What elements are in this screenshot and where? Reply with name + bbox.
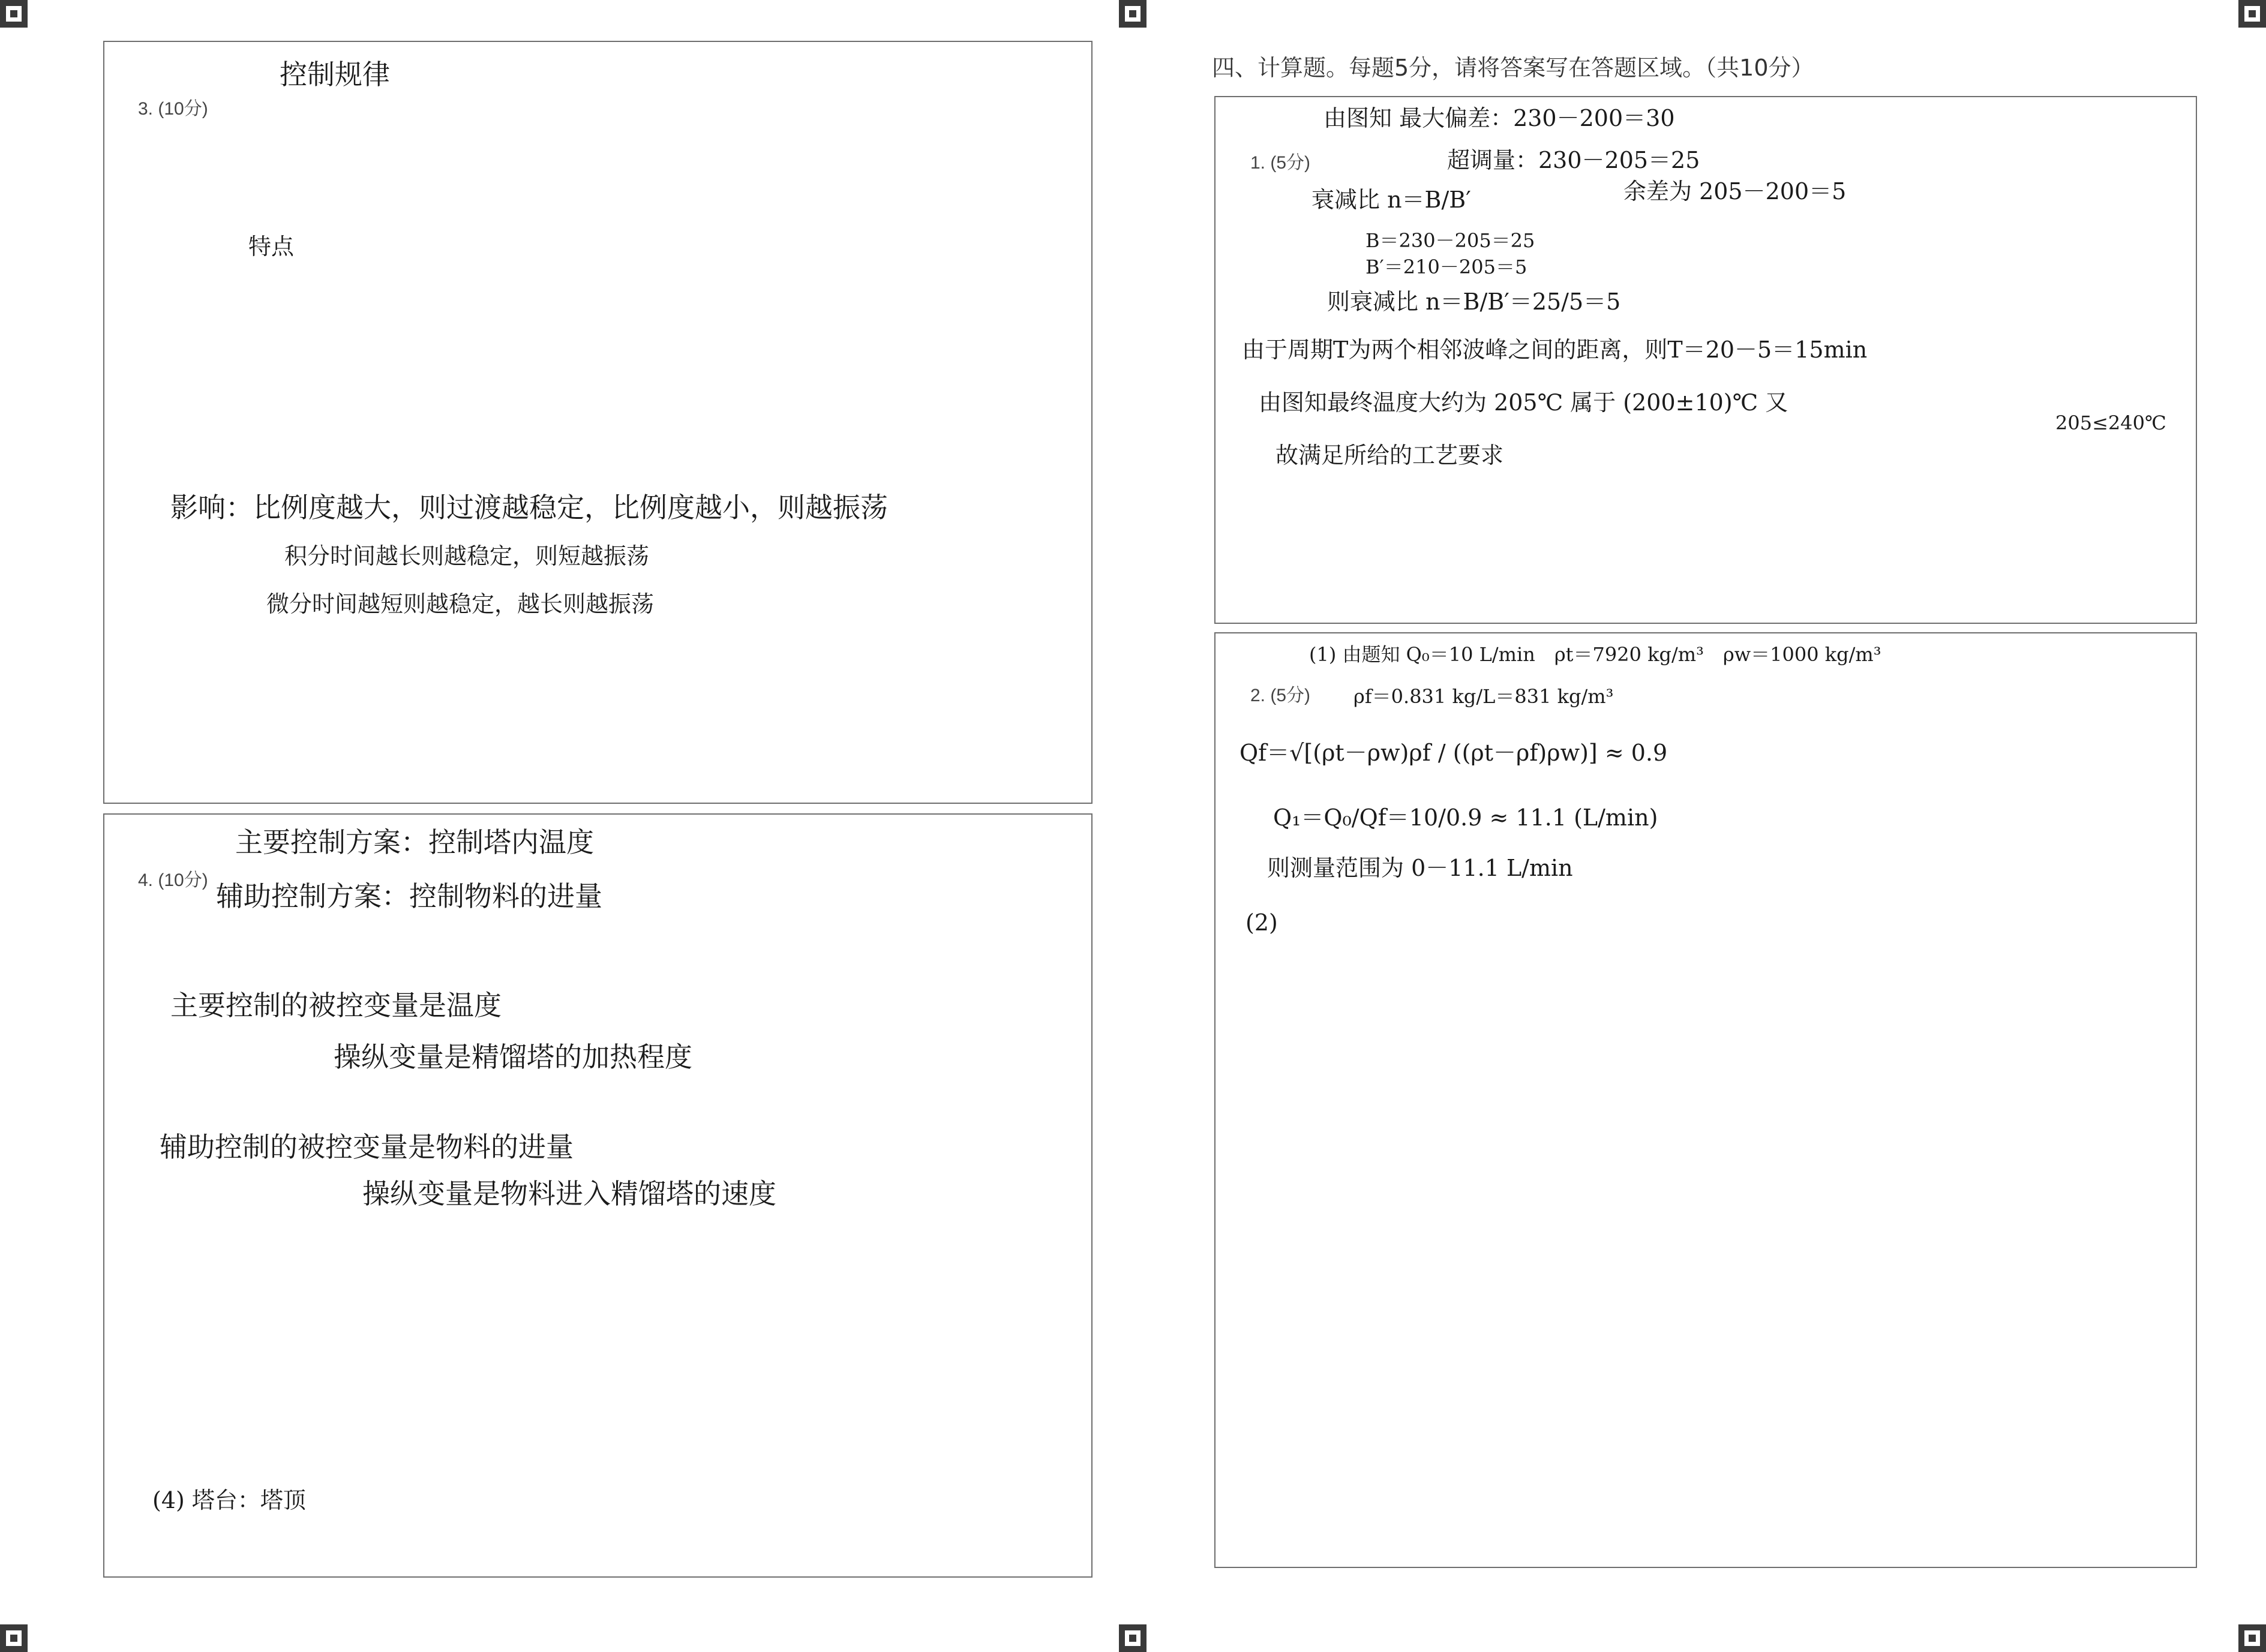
handwritten-aux-scheme: 辅助控制方案：控制物料的进量 (216, 880, 602, 912)
handwritten-temperature-limit: 205≤240℃ (2055, 412, 2166, 434)
handwritten-conclusion: 故满足所给的工艺要求 (1275, 442, 1504, 468)
handwritten-influence-derivative: 微分时间越短则越稳定，越长则越振荡 (266, 591, 655, 617)
fiducial-marker-bottom-left (0, 1624, 28, 1652)
handwritten-correction-factor: Qf＝√[(ρt－ρw)ρf / ((ρt－ρf)ρw)] ≈ 0.9 (1239, 740, 1668, 766)
fiducial-marker-top-right (2238, 0, 2266, 28)
handwritten-b-value: B＝230－205＝25 (1365, 229, 1535, 252)
handwritten-influence-proportional: 影响：比例度越大，则过渡越稳定，比例度越小，则越振荡 (170, 491, 888, 524)
fiducial-marker-top-left (0, 0, 28, 28)
answer-box-q3 (103, 41, 1093, 804)
handwritten-final-temperature: 由图知最终温度大约为 205℃ 属于 (200±10)℃ 又 (1259, 389, 1788, 416)
handwritten-decay-ratio-result: 则衰减比 n＝B/B′＝25/5＝5 (1327, 289, 1621, 315)
handwritten-b-prime-value: B′＝210－205＝5 (1365, 256, 1527, 278)
handwritten-influence-integral: 积分时间越长则越稳定，则短越振荡 (284, 543, 650, 569)
handwritten-main-scheme: 主要控制方案：控制塔内温度 (235, 826, 594, 858)
section-title: 四、计算题。每题5分，请将答案写在答题区域。（共10分） (1212, 55, 1814, 81)
handwritten-features-heading: 特点 (248, 233, 295, 260)
handwritten-residual-error: 余差为 205－200＝5 (1623, 178, 1847, 205)
fiducial-marker-bottom-center (1119, 1624, 1146, 1652)
handwritten-decay-ratio-formula: 衰减比 n＝B/B′ (1311, 187, 1471, 213)
fiducial-marker-bottom-right (2238, 1624, 2266, 1652)
handwritten-main-controlled-variable: 主要控制的被控变量是温度 (170, 989, 502, 1022)
question-label: 1. (5分) (1250, 153, 1311, 173)
question-label: 4. (10分) (138, 870, 208, 890)
handwritten-part-4: (4) 塔台：塔顶 (152, 1487, 306, 1513)
handwritten-part-2: (2) (1245, 909, 1278, 936)
handwritten-aux-controlled-variable: 辅助控制的被控变量是物料的进量 (160, 1131, 574, 1163)
handwritten-measuring-range: 则测量范围为 0－11.1 L/min (1267, 855, 1573, 881)
handwritten-title: 控制规律 (280, 58, 390, 91)
handwritten-max-deviation: 由图知 最大偏差：230－200＝30 (1323, 105, 1675, 131)
fiducial-marker-top-center (1119, 0, 1146, 28)
handwritten-overshoot: 超调量：230－205＝25 (1447, 147, 1700, 173)
question-label: 3. (10分) (138, 99, 208, 119)
question-label: 2. (5分) (1250, 686, 1311, 705)
handwritten-given-values: (1) 由题知 Q₀＝10 L/min ρt＝7920 kg/m³ ρw＝1000 kg/m³ (1309, 643, 1881, 666)
handwritten-float-density: ρf＝0.831 kg/L＝831 kg/m³ (1353, 685, 1614, 708)
handwritten-main-manipulated-variable: 操纵变量是精馏塔的加热程度 (334, 1041, 692, 1073)
handwritten-period: 由于周期T为两个相邻波峰之间的距离，则T＝20－5＝15min (1242, 337, 1868, 363)
answer-box-q4 (103, 813, 1093, 1578)
answer-box-calc-q2 (1214, 632, 2197, 1568)
handwritten-aux-manipulated-variable: 操纵变量是物料进入精馏塔的速度 (362, 1178, 776, 1210)
handwritten-flow-conversion: Q₁＝Q₀/Qf＝10/0.9 ≈ 11.1 (L/min) (1273, 804, 1658, 831)
answer-box-calc-q1 (1214, 96, 2197, 624)
